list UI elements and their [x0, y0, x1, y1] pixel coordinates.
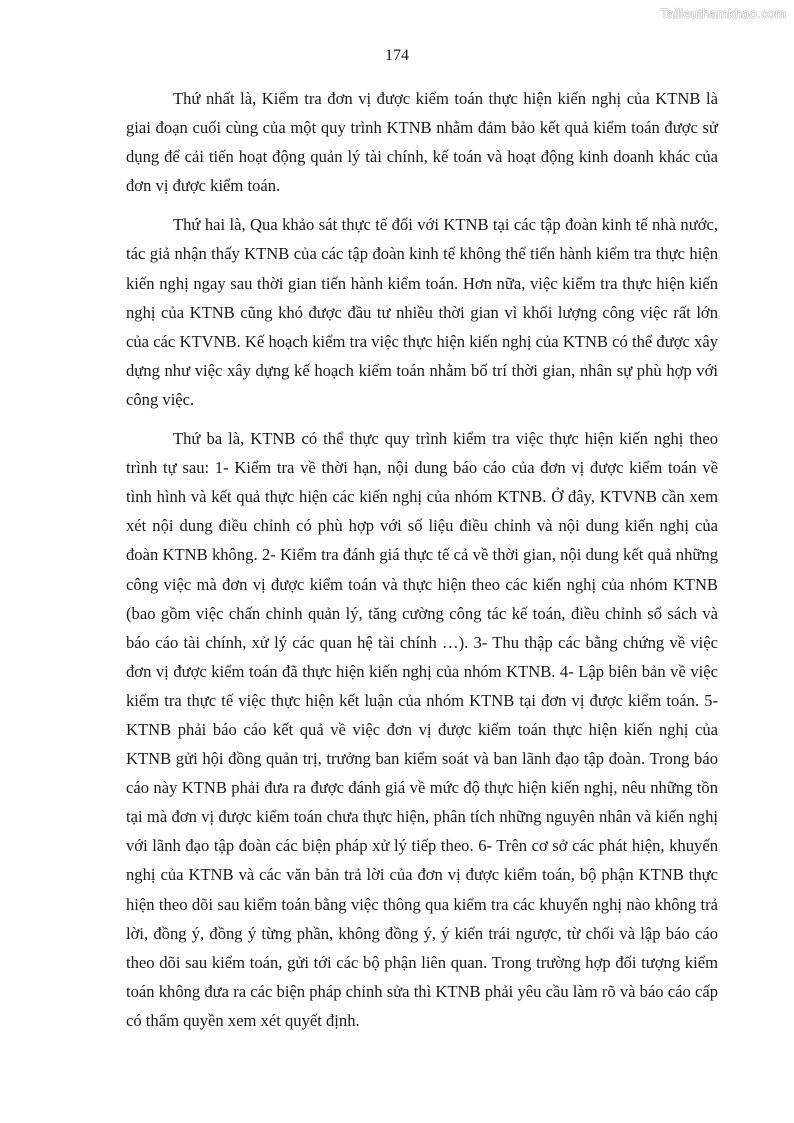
document-body: [126, 84, 718, 1045]
page-number: 174: [385, 47, 409, 64]
paragraph-first: Thứ nhất là, Kiểm tra đơn vị được kiểm toán thực hiện kiến nghị của KTNB là giai đoạn cuối cùng của một quy trình KTNB nhằm đảm bảo kết quả kiểm toán được sử dụng để cải tiến hoạt động quản lý tài chính, kế toán và hoạt động kinh doanh khác của đơn vị được kiểm toán.: [126, 89, 718, 196]
paragraph-third: Thứ ba là, KTNB có thể thực quy trình kiểm tra việc thực hiện kiến nghị theo trình tự sau: 1- Kiểm tra về thời hạn, nội dung báo cáo của đơn vị được kiểm toán về tình hình và kết quả thực hiện các kiến nghị của nhóm KTNB. Ở đây, KTVNB cần xem xét nội dung điều chỉnh có phù hợp với số liệu điều chỉnh và nội dung kiến nghị của đoàn KTNB không. 2- Kiểm tra đánh giá thực tế cả về thời gian, nội dung kết quả những công việc mà đơn vị được kiểm toán và thực hiện theo các kiến nghị của nhóm KTNB (bao gồm việc chấn chỉnh quản lý, tăng cường công tác kế toán, điều chỉnh sổ sách và báo cáo tài chính, xử lý các quan hệ tài chính …). 3- Thu thập các bằng chứng về việc đơn vị được kiểm toán đã thực hiện kiến nghị của nhóm KTNB. 4- Lập biên bản về việc kiểm tra thực tế việc thực hiện kết luận của nhóm KTNB tại đơn vị được kiểm toán. 5- KTNB phải báo cáo kết quả về việc đơn vị được kiểm toán thực hiện kiến nghị của KTNB gửi hội đồng quản trị, trưởng ban kiểm soát và ban lãnh đạo tập đoàn. Trong báo cáo này KTNB phải đưa ra được đánh giá về mức độ thực hiện kiến nghị, nêu những tồn tại mà đơn vị được kiểm toán chưa thực hiện, phân tích những nguyên nhân và kiến nghị với lãnh đạo tập đoàn các biện pháp xử lý tiếp theo. 6- Trên cơ sở các phát hiện, khuyến nghị của KTNB và các văn bản trả lời của đơn vị được kiểm toán, bộ phận KTNB thực hiện theo dõi sau kiểm toán bằng việc thông qua kiểm tra các khuyến nghị nào không trả lời, đồng ý, đồng ý từng phần, không đồng ý, ý kiến trái ngược, từ chối và lập báo cáo theo dõi sau kiểm toán, gửi tới các bộ phận liên quan. Trong trường hợp đối tượng kiểm toán không đưa ra các biện pháp chỉnh sửa thì KTNB phải yêu cầu làm rõ và báo cáo cấp có thẩm quyền xem xét quyết định.: [126, 429, 718, 1030]
watermark-text: Tailieuthamkhao.com: [660, 6, 786, 21]
paragraph-second: Thứ hai là, Qua khảo sát thực tế đối với KTNB tại các tập đoàn kinh tế nhà nước, tác giả nhận thấy KTNB của các tập đoàn kinh tế không thể tiến hành kiểm tra thực hiện kiến nghị ngay sau thời gian tiến hành kiểm toán. Hơn nữa, việc kiểm tra thực hiện kiến nghị của KTNB cũng khó được đầu tư nhiều thời gian vì khối lượng công việc rất lớn của các KTVNB. Kế hoạch kiểm tra việc thực hiện kiến nghị của KTNB có thể được xây dựng như việc xây dựng kế hoạch kiểm toán nhằm bố trí thời gian, nhân sự phù hợp với công việc.: [126, 215, 718, 409]
